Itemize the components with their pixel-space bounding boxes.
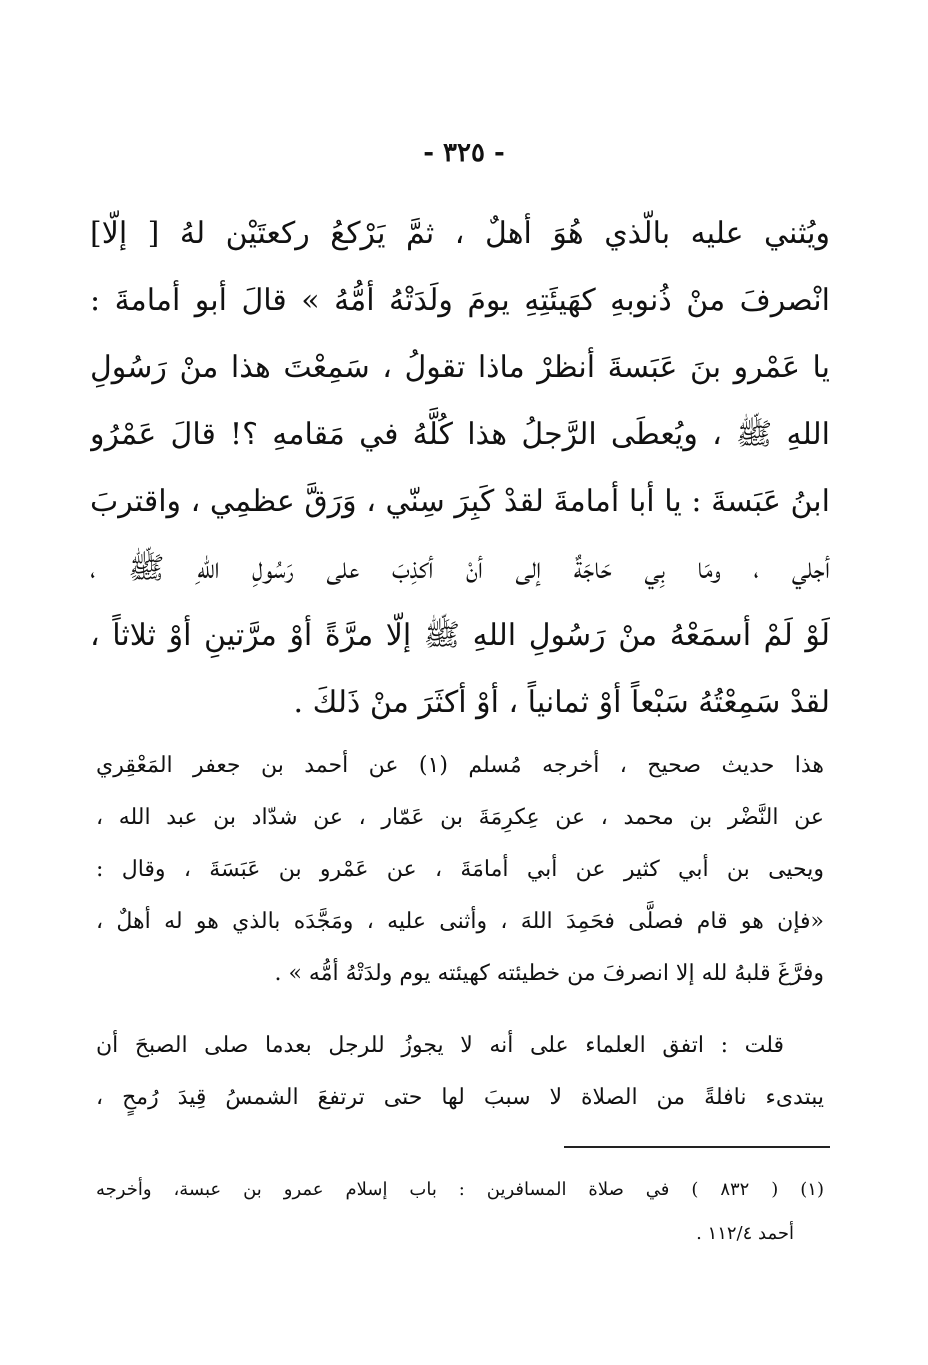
footnotes	[96, 1168, 824, 1256]
commentary-line: «فإن هو قام فصلَّى فحَمِدَ اللهَ ، وأثنى عليه ، ومَجَّدَه بالذي هو له أهلٌ ،	[96, 909, 824, 934]
hadith-line: لقدْ سَمِعْتُهُ سَبْعاً أوْ ثمانياً ، أوْ أكثَرَ منْ ذَلكَ .	[293, 685, 830, 720]
commentary-line: وفرَّغَ قلبهُ لله إلا انصرفَ من خطيئته كهيئته يوم ولدَتْهُ أمُّه » .	[274, 961, 824, 986]
footnote-separator	[564, 1146, 830, 1148]
footnote-line: (١) ( ٨٣٢ ) في صلاة المسافرين : باب إسلام عمرو بن عبسة، وأخرجه	[96, 1179, 824, 1200]
hadith-line: أجلي ، ومَا بِي حَاجَةٌ إلى أنْ أكذِبَ على رَسُولِ اللهِ ﷺ ،	[90, 551, 830, 586]
commentary-line: ويحيى بن أبي كثير عن أبي أمامَةَ ، عن عَمْرو بن عَبَسَةَ ، وقال :	[96, 857, 824, 882]
note-line: يبتدىء نافلةً من الصلاة لا سببَ لها حتى ترتفعَ الشمسُ قِيدَ رُمحٍ ،	[96, 1085, 824, 1110]
footnote-line: أحمد ١١٢/٤ .	[696, 1223, 794, 1244]
commentary-line: عن النَّضْر بن محمد ، عن عِكرِمَةَ بن عَمّار ، عن شدّاد بن عبد الله ،	[96, 805, 824, 830]
hadith-text	[90, 200, 830, 736]
hadith-line: ويُثني عليه بالّذي هُوَ أهلٌ ، ثمَّ يَرْكعُ ركعتَيْن لهُ [ إلّا]	[90, 216, 830, 251]
hadith-line: يا عَمْرو بنَ عَبَسةَ أنظرْ ماذا تقولُ ، سَمِعْتَ هذا منْ رَسُولِ	[90, 350, 830, 385]
page-number: - ٣٢٥ -	[423, 138, 505, 168]
note-line: قلت : اتفق العلماء على أنه لا يجوزُ للرجل بعدما صلى الصبحَ أن	[96, 1033, 784, 1058]
hadith-line: لَوْ لَمْ أسمَعْهُ منْ رَسُولِ اللهِ ﷺ إلّا مرَّةً أوْ مرَّتينِ أوْ ثلاثاً ،	[90, 618, 830, 653]
hadith-line: اللهِ ﷺ ، ويُعطَى الرَّجلُ هذا كُلَّهُ في مَقامهِ ؟! قالَ عَمْرُو	[90, 417, 830, 452]
author-note-paragraph	[96, 1020, 824, 1124]
commentary-paragraph	[96, 740, 824, 1000]
commentary-line: هذا حديث صحيح ، أخرجه مُسلم (١) عن أحمد بن جعفر المَعْقِري	[96, 753, 824, 778]
hadith-line: ابنُ عَبَسةَ : يا أبا أمامةَ لقدْ كَبِرَ سِنّي ، وَرَقَّ عظمِي ، واقتربَ	[90, 484, 830, 519]
hadith-line: انْصرفَ منْ ذُنوبهِ كهَيئَتِهِ يومَ ولَدَتْهُ أمُّهُ » قالَ أبو أمامةَ :	[90, 283, 830, 318]
